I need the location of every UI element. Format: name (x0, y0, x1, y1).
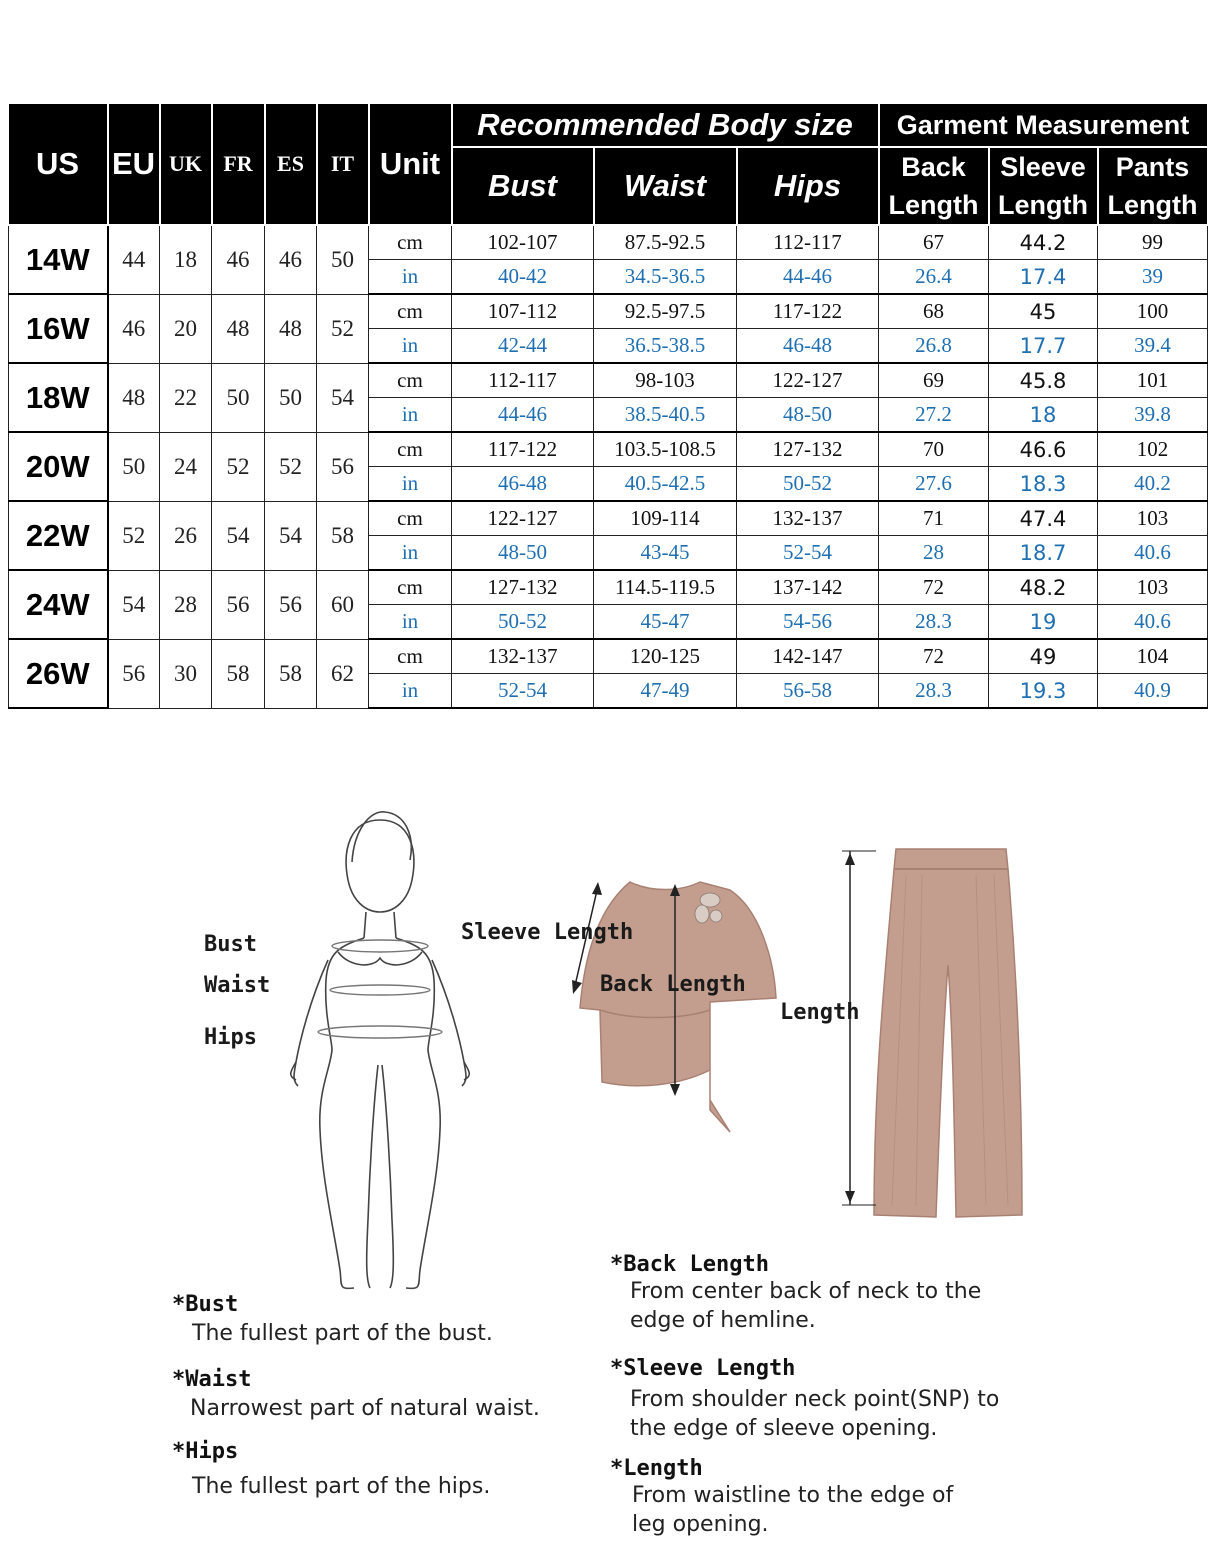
in-sleeve: 19 (989, 605, 1098, 640)
definitions-right (610, 1252, 1050, 1539)
table-row (9, 294, 1208, 329)
cm-bust: 112-117 (452, 363, 594, 398)
cm-sleeve: 45.8 (989, 363, 1098, 398)
header-bust: Bust (452, 147, 594, 225)
cm-bust: 107-112 (452, 294, 594, 329)
size-it: 56 (317, 432, 369, 501)
in-sleeve: 18.3 (989, 467, 1098, 502)
in-bust: 42-44 (452, 329, 594, 364)
size-es: 50 (265, 363, 317, 432)
header-recommended-body-size: Recommended Body size (452, 104, 879, 147)
size-it: 50 (317, 225, 369, 294)
cm-unit: cm (369, 225, 452, 260)
cm-sleeve: 44.2 (989, 225, 1098, 260)
cm-back: 67 (879, 225, 989, 260)
definition-bust (172, 1292, 592, 1367)
in-unit: in (369, 674, 452, 709)
cm-unit: cm (369, 570, 452, 605)
size-es: 48 (265, 294, 317, 363)
size-it: 60 (317, 570, 369, 639)
size-us: 26W (9, 639, 108, 708)
in-unit: in (369, 467, 452, 502)
size-fr: 56 (212, 570, 265, 639)
cm-back: 69 (879, 363, 989, 398)
size-us: 22W (9, 501, 108, 570)
cm-pants: 103 (1098, 501, 1208, 536)
definition-text: leg opening. (632, 1512, 769, 1537)
size-uk: 26 (160, 501, 212, 570)
size-uk: 22 (160, 363, 212, 432)
in-hips: 54-56 (737, 605, 879, 640)
header-it: IT (317, 104, 369, 225)
size-uk: 28 (160, 570, 212, 639)
cm-waist: 92.5-97.5 (594, 294, 737, 329)
size-eu: 56 (108, 639, 160, 708)
in-back: 27.6 (879, 467, 989, 502)
header-garment-measurement: Garment Measurement (879, 104, 1208, 147)
definition-text: the edge of sleeve opening. (630, 1416, 938, 1441)
cm-pants: 104 (1098, 639, 1208, 674)
cm-hips: 132-137 (737, 501, 879, 536)
size-us: 18W (9, 363, 108, 432)
cm-bust: 132-137 (452, 639, 594, 674)
in-bust: 40-42 (452, 260, 594, 295)
size-es: 46 (265, 225, 317, 294)
definition-text: edge of hemline. (630, 1308, 816, 1333)
in-pants: 39 (1098, 260, 1208, 295)
cm-sleeve: 47.4 (989, 501, 1098, 536)
cm-waist: 98-103 (594, 363, 737, 398)
in-waist: 38.5-40.5 (594, 398, 737, 433)
in-sleeve: 17.4 (989, 260, 1098, 295)
header-fr: FR (212, 104, 265, 225)
size-uk: 18 (160, 225, 212, 294)
header-uk: UK (160, 104, 212, 225)
in-waist: 47-49 (594, 674, 737, 709)
in-unit: in (369, 536, 452, 571)
pants-garment-figure (836, 845, 1036, 1225)
in-back: 28.3 (879, 605, 989, 640)
cm-unit: cm (369, 432, 452, 467)
in-unit: in (369, 605, 452, 640)
in-sleeve: 19.3 (989, 674, 1098, 709)
cm-waist: 103.5-108.5 (594, 432, 737, 467)
in-pants: 39.4 (1098, 329, 1208, 364)
in-sleeve: 18 (989, 398, 1098, 433)
cm-waist: 120-125 (594, 639, 737, 674)
size-us: 14W (9, 225, 108, 294)
in-hips: 50-52 (737, 467, 879, 502)
cm-hips: 142-147 (737, 639, 879, 674)
definition-text: From shoulder neck point(SNP) to (630, 1387, 1000, 1412)
size-fr: 52 (212, 432, 265, 501)
pants-label-length: Length (780, 1000, 860, 1025)
cm-hips: 137-142 (737, 570, 879, 605)
body-label-hips: Hips (204, 1025, 257, 1050)
size-us: 16W (9, 294, 108, 363)
cm-pants: 103 (1098, 570, 1208, 605)
in-unit: in (369, 260, 452, 295)
cm-sleeve: 49 (989, 639, 1098, 674)
in-pants: 40.6 (1098, 605, 1208, 640)
cm-waist: 109-114 (594, 501, 737, 536)
in-unit: in (369, 329, 452, 364)
in-sleeve: 17.7 (989, 329, 1098, 364)
top-garment-figure (560, 870, 790, 1140)
cm-bust: 122-127 (452, 501, 594, 536)
size-table-body (9, 225, 1208, 708)
body-outline-figure (270, 800, 490, 1300)
in-bust: 50-52 (452, 605, 594, 640)
cm-bust: 102-107 (452, 225, 594, 260)
top-label-sleeve-length: Sleeve Length (461, 920, 634, 945)
top-label-back-length: Back Length (600, 972, 746, 997)
header-eu: EU (108, 104, 160, 225)
size-fr: 54 (212, 501, 265, 570)
cm-unit: cm (369, 363, 452, 398)
size-us: 24W (9, 570, 108, 639)
cm-back: 72 (879, 570, 989, 605)
cm-back: 70 (879, 432, 989, 467)
size-us: 20W (9, 432, 108, 501)
size-fr: 48 (212, 294, 265, 363)
size-it: 58 (317, 501, 369, 570)
size-uk: 30 (160, 639, 212, 708)
cm-sleeve: 48.2 (989, 570, 1098, 605)
definition-text: The fullest part of the hips. (192, 1474, 491, 1499)
in-back: 28.3 (879, 674, 989, 709)
size-fr: 46 (212, 225, 265, 294)
size-eu: 52 (108, 501, 160, 570)
cm-back: 68 (879, 294, 989, 329)
body-label-bust: Bust (204, 932, 257, 957)
size-eu: 44 (108, 225, 160, 294)
size-uk: 24 (160, 432, 212, 501)
cm-back: 71 (879, 501, 989, 536)
size-eu: 48 (108, 363, 160, 432)
in-bust: 46-48 (452, 467, 594, 502)
size-es: 54 (265, 501, 317, 570)
definition-title: *Back Length (610, 1252, 769, 1277)
size-fr: 58 (212, 639, 265, 708)
size-chart-table (8, 104, 1209, 709)
cm-pants: 101 (1098, 363, 1208, 398)
definition-title: *Sleeve Length (610, 1356, 796, 1381)
in-waist: 34.5-36.5 (594, 260, 737, 295)
in-unit: in (369, 398, 452, 433)
header-back-length: Back Length (879, 147, 989, 225)
in-waist: 36.5-38.5 (594, 329, 737, 364)
in-pants: 39.8 (1098, 398, 1208, 433)
header-hips: Hips (737, 147, 879, 225)
in-bust: 52-54 (452, 674, 594, 709)
table-row (9, 432, 1208, 467)
cm-pants: 100 (1098, 294, 1208, 329)
size-eu: 46 (108, 294, 160, 363)
definition-text: The fullest part of the bust. (192, 1321, 493, 1346)
in-hips: 44-46 (737, 260, 879, 295)
in-back: 27.2 (879, 398, 989, 433)
size-es: 58 (265, 639, 317, 708)
definition-title: *Length (610, 1456, 703, 1481)
size-es: 52 (265, 432, 317, 501)
cm-hips: 112-117 (737, 225, 879, 260)
definition-sleeve-length (610, 1356, 1050, 1456)
definition-text: From center back of neck to the (630, 1279, 982, 1304)
cm-hips: 122-127 (737, 363, 879, 398)
cm-hips: 117-122 (737, 294, 879, 329)
cm-waist: 87.5-92.5 (594, 225, 737, 260)
size-it: 52 (317, 294, 369, 363)
cm-unit: cm (369, 294, 452, 329)
in-hips: 52-54 (737, 536, 879, 571)
cm-unit: cm (369, 501, 452, 536)
table-row (9, 363, 1208, 398)
cm-hips: 127-132 (737, 432, 879, 467)
cm-waist: 114.5-119.5 (594, 570, 737, 605)
size-it: 62 (317, 639, 369, 708)
size-es: 56 (265, 570, 317, 639)
cm-back: 72 (879, 639, 989, 674)
cm-pants: 102 (1098, 432, 1208, 467)
cm-bust: 127-132 (452, 570, 594, 605)
in-pants: 40.6 (1098, 536, 1208, 571)
body-label-waist: Waist (204, 973, 271, 998)
cm-unit: cm (369, 639, 452, 674)
size-uk: 20 (160, 294, 212, 363)
cm-bust: 117-122 (452, 432, 594, 467)
in-hips: 48-50 (737, 398, 879, 433)
table-row (9, 225, 1208, 260)
cm-sleeve: 45 (989, 294, 1098, 329)
header-es: ES (265, 104, 317, 225)
in-waist: 40.5-42.5 (594, 467, 737, 502)
in-bust: 48-50 (452, 536, 594, 571)
cm-pants: 99 (1098, 225, 1208, 260)
definition-length (610, 1456, 1050, 1539)
size-it: 54 (317, 363, 369, 432)
definition-title: *Bust (172, 1292, 239, 1317)
header-unit: Unit (369, 104, 452, 225)
definition-text: Narrowest part of natural waist. (190, 1396, 540, 1421)
in-waist: 45-47 (594, 605, 737, 640)
in-pants: 40.2 (1098, 467, 1208, 502)
header-sleeve-length: Sleeve Length (989, 147, 1098, 225)
in-hips: 56-58 (737, 674, 879, 709)
size-eu: 50 (108, 432, 160, 501)
definitions-left (172, 1292, 592, 1501)
definition-hips (172, 1439, 592, 1501)
in-sleeve: 18.7 (989, 536, 1098, 571)
size-fr: 50 (212, 363, 265, 432)
in-back: 26.8 (879, 329, 989, 364)
header-us: US (9, 104, 108, 225)
table-row (9, 501, 1208, 536)
in-hips: 46-48 (737, 329, 879, 364)
definition-title: *Hips (172, 1439, 239, 1464)
size-eu: 54 (108, 570, 160, 639)
definition-title: *Waist (172, 1367, 252, 1392)
definition-text: From waistline to the edge of (632, 1483, 954, 1508)
table-row (9, 639, 1208, 674)
definition-waist (172, 1367, 592, 1439)
header-pants-length: Pants Length (1098, 147, 1208, 225)
in-back: 28 (879, 536, 989, 571)
cm-sleeve: 46.6 (989, 432, 1098, 467)
in-back: 26.4 (879, 260, 989, 295)
in-waist: 43-45 (594, 536, 737, 571)
in-bust: 44-46 (452, 398, 594, 433)
definition-back-length (610, 1252, 1050, 1356)
header-waist: Waist (594, 147, 737, 225)
table-row (9, 570, 1208, 605)
in-pants: 40.9 (1098, 674, 1208, 709)
